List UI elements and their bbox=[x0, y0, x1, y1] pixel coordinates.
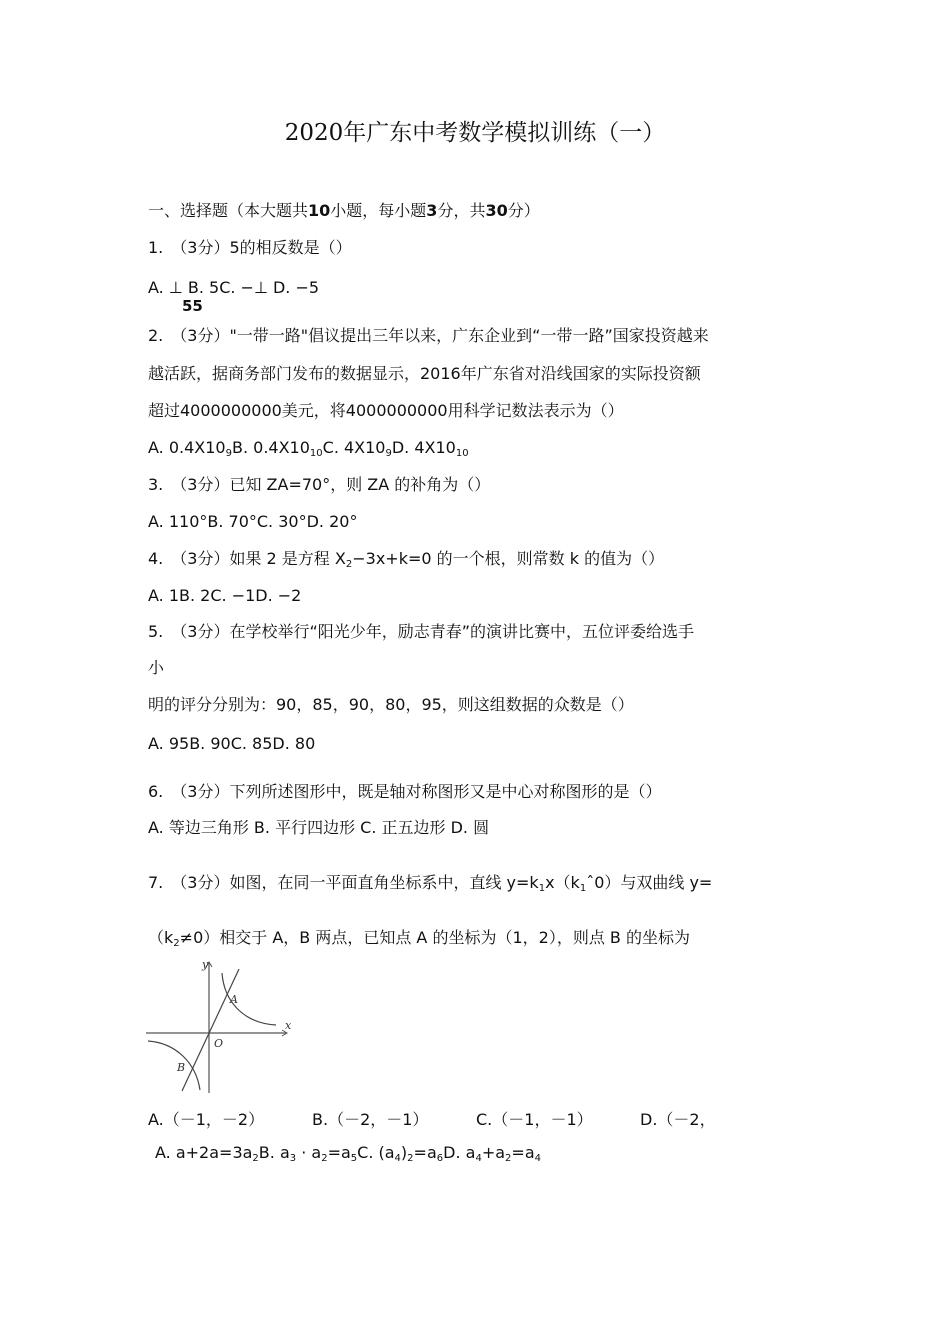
question-6-options: A. 等边三角形 B. 平行四边形 C. 正五边形 D. 圆 bbox=[148, 818, 490, 837]
origin-label: O bbox=[214, 1037, 224, 1050]
question-7-option-b: B.（－2，－1） bbox=[312, 1110, 429, 1129]
question-7-line-2: $(k_2\ne 0)$相交于 A，B 两点，已知点 A 的坐标为（1，2），则点 B 的坐标为 bbox=[148, 928, 690, 949]
question-4-options: A. 1B. 2C. −1D. −2 bbox=[148, 586, 302, 605]
question-6-stem: 6. （3分）下列所述图形中，既是轴对称图形又是中心对称图形的是（） bbox=[148, 782, 662, 801]
line-y-k1x bbox=[182, 969, 239, 1091]
question-2-line-2: 越活跃，据商务部门发布的数据显示，2016年广东省对沿线国家的实际投资额 bbox=[148, 364, 701, 383]
question-7-option-d: D.（－2， bbox=[640, 1110, 716, 1129]
question-5-line-2: 小 bbox=[148, 658, 165, 677]
question-4-stem: 4. （3分）如果 2 是方程 $X_2-3x+k=0$ 的一个根，则常数 k 的值为（） bbox=[148, 549, 665, 570]
question-5-line-3: 明的评分分别为：90，85，90，80，95，则这组数据的众数是（） bbox=[148, 695, 634, 714]
point-a-label: A bbox=[230, 993, 238, 1006]
coordinate-graph-figure bbox=[144, 955, 294, 1095]
point-b-label: B bbox=[177, 1061, 186, 1074]
question-3-stem: 3. （3分）已知 ZA=70°，则 ZA 的补角为（） bbox=[148, 475, 491, 494]
question-7-line-1: 7. （3分）如图，在同一平面直角坐标系中，直线 $y=k_1x(k_1ˆ0)$与双曲线 y= bbox=[148, 873, 713, 894]
question-1-options: A. ⊥ B. 5C. −⊥ D. −5 bbox=[148, 278, 320, 297]
question-1-fraction-denominators: 55 bbox=[182, 297, 203, 315]
x-axis-label: x bbox=[285, 1019, 292, 1032]
question-1-stem: 1. （3分）5的相反数是（） bbox=[148, 238, 352, 257]
question-7-option-c: C.（－1，－1） bbox=[476, 1110, 593, 1129]
y-axis-label: y bbox=[202, 958, 209, 971]
question-2-options: A. $0.4X10_9B$. $0.4X10_{10}C$. $4X10_9D$. $4X10_{10}$ bbox=[148, 438, 469, 459]
question-8-options: A. $a+2a=3a_2B$. $a_3 \cdot a_2=a_5C$. $(a_4)_2=a_6D$. $a_4+a_2=a_4$ bbox=[155, 1143, 541, 1164]
hyperbola-branch-lower bbox=[148, 1041, 200, 1090]
question-3-options: A. 110°B. 70°C. 30°D. 20° bbox=[148, 512, 358, 531]
question-2-line-1: 2. （3分）"一带一路"倡议提出三年以来，广东企业到“一带一路”国家投资越来 bbox=[148, 326, 709, 345]
question-2-line-3: 超过4000000000美元，将4000000000用科学记数法表示为（） bbox=[148, 401, 624, 420]
question-7-option-a: A.（－1，－2） bbox=[148, 1110, 265, 1129]
question-5-line-1: 5. （3分）在学校举行“阳光少年，励志青春”的演讲比赛中，五位评委给选手 bbox=[148, 622, 695, 641]
question-5-options: A. 95B. 90C. 85D. 80 bbox=[148, 734, 316, 753]
section-heading: 一、选择题（本大题共10小题，每小题3分，共30分） bbox=[148, 201, 540, 220]
document-title: 2020年广东中考数学模拟训练（一） bbox=[284, 120, 666, 146]
